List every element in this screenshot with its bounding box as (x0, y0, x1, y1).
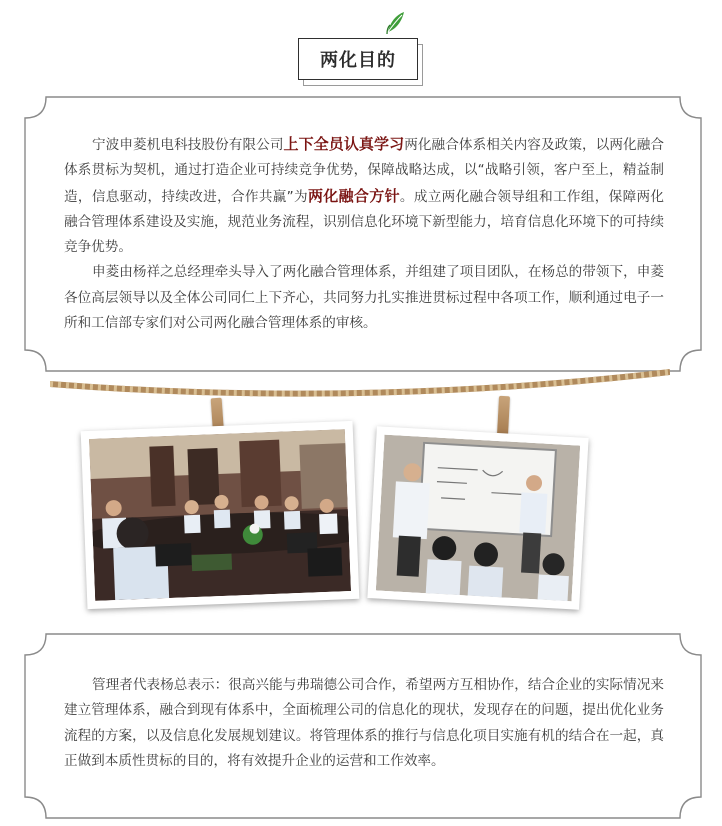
statement-text (64, 673, 664, 774)
intro-paragraph-1: 宁波申菱机电科技股份有限公司上下全员认真学习两化融合体系相关内容及政策，以两化融合体系贯标为契机，通过打造企业可持续竞争优势，保障战略达成，以“战略引领，客户至上，精益制造，信息驱动，持续改进，合作共赢”为两化融合方针。成立两化融合领导组和工作组，保障两化融合管理体系建设及实施，规范业务流程，识别信息化环境下新型能力，培育信息化环境下的可持续竞争优势。 (64, 135, 664, 256)
clothespin-icon (497, 396, 510, 437)
photo-meeting (81, 421, 360, 609)
highlight-text: 上下全员认真学习 (283, 135, 405, 153)
statement-paragraph: 管理者代表杨总表示：很高兴能与弗瑞德公司合作，希望两方互相协作，结合企业的实际情况来建立管理体系，融合到现有体系中，全面梳理公司的信息化的现状，发现存在的问题，提出优化业务流程的方案，以及信息化发展规划建议。将管理体系的推行与信息化项目实施有机的结合在一起，真正做到本质性贯标的目的，将有效提升企业的运营和工作效率。 (64, 677, 664, 769)
rope-decoration (50, 366, 670, 436)
statement-panel (24, 633, 702, 819)
section-title-text: 两化目的 (320, 50, 396, 71)
photo-whiteboard (367, 426, 588, 610)
intro-panel (24, 96, 702, 372)
highlight-text: 两化融合方针 (307, 186, 400, 205)
intro-paragraph-2: 申菱由杨祥之总经理牵头导入了两化融合管理体系，并组建了项目团队，在杨总的带领下，申菱各位高层领导以及全体公司同仁上下齐心，共同努力扎实推进贯标过程中各项工作，顺利通过电子一所和工信部专家们对公司两化融合管理体系的审核。 (64, 264, 664, 332)
intro-text (64, 132, 664, 336)
section-title (298, 32, 422, 80)
